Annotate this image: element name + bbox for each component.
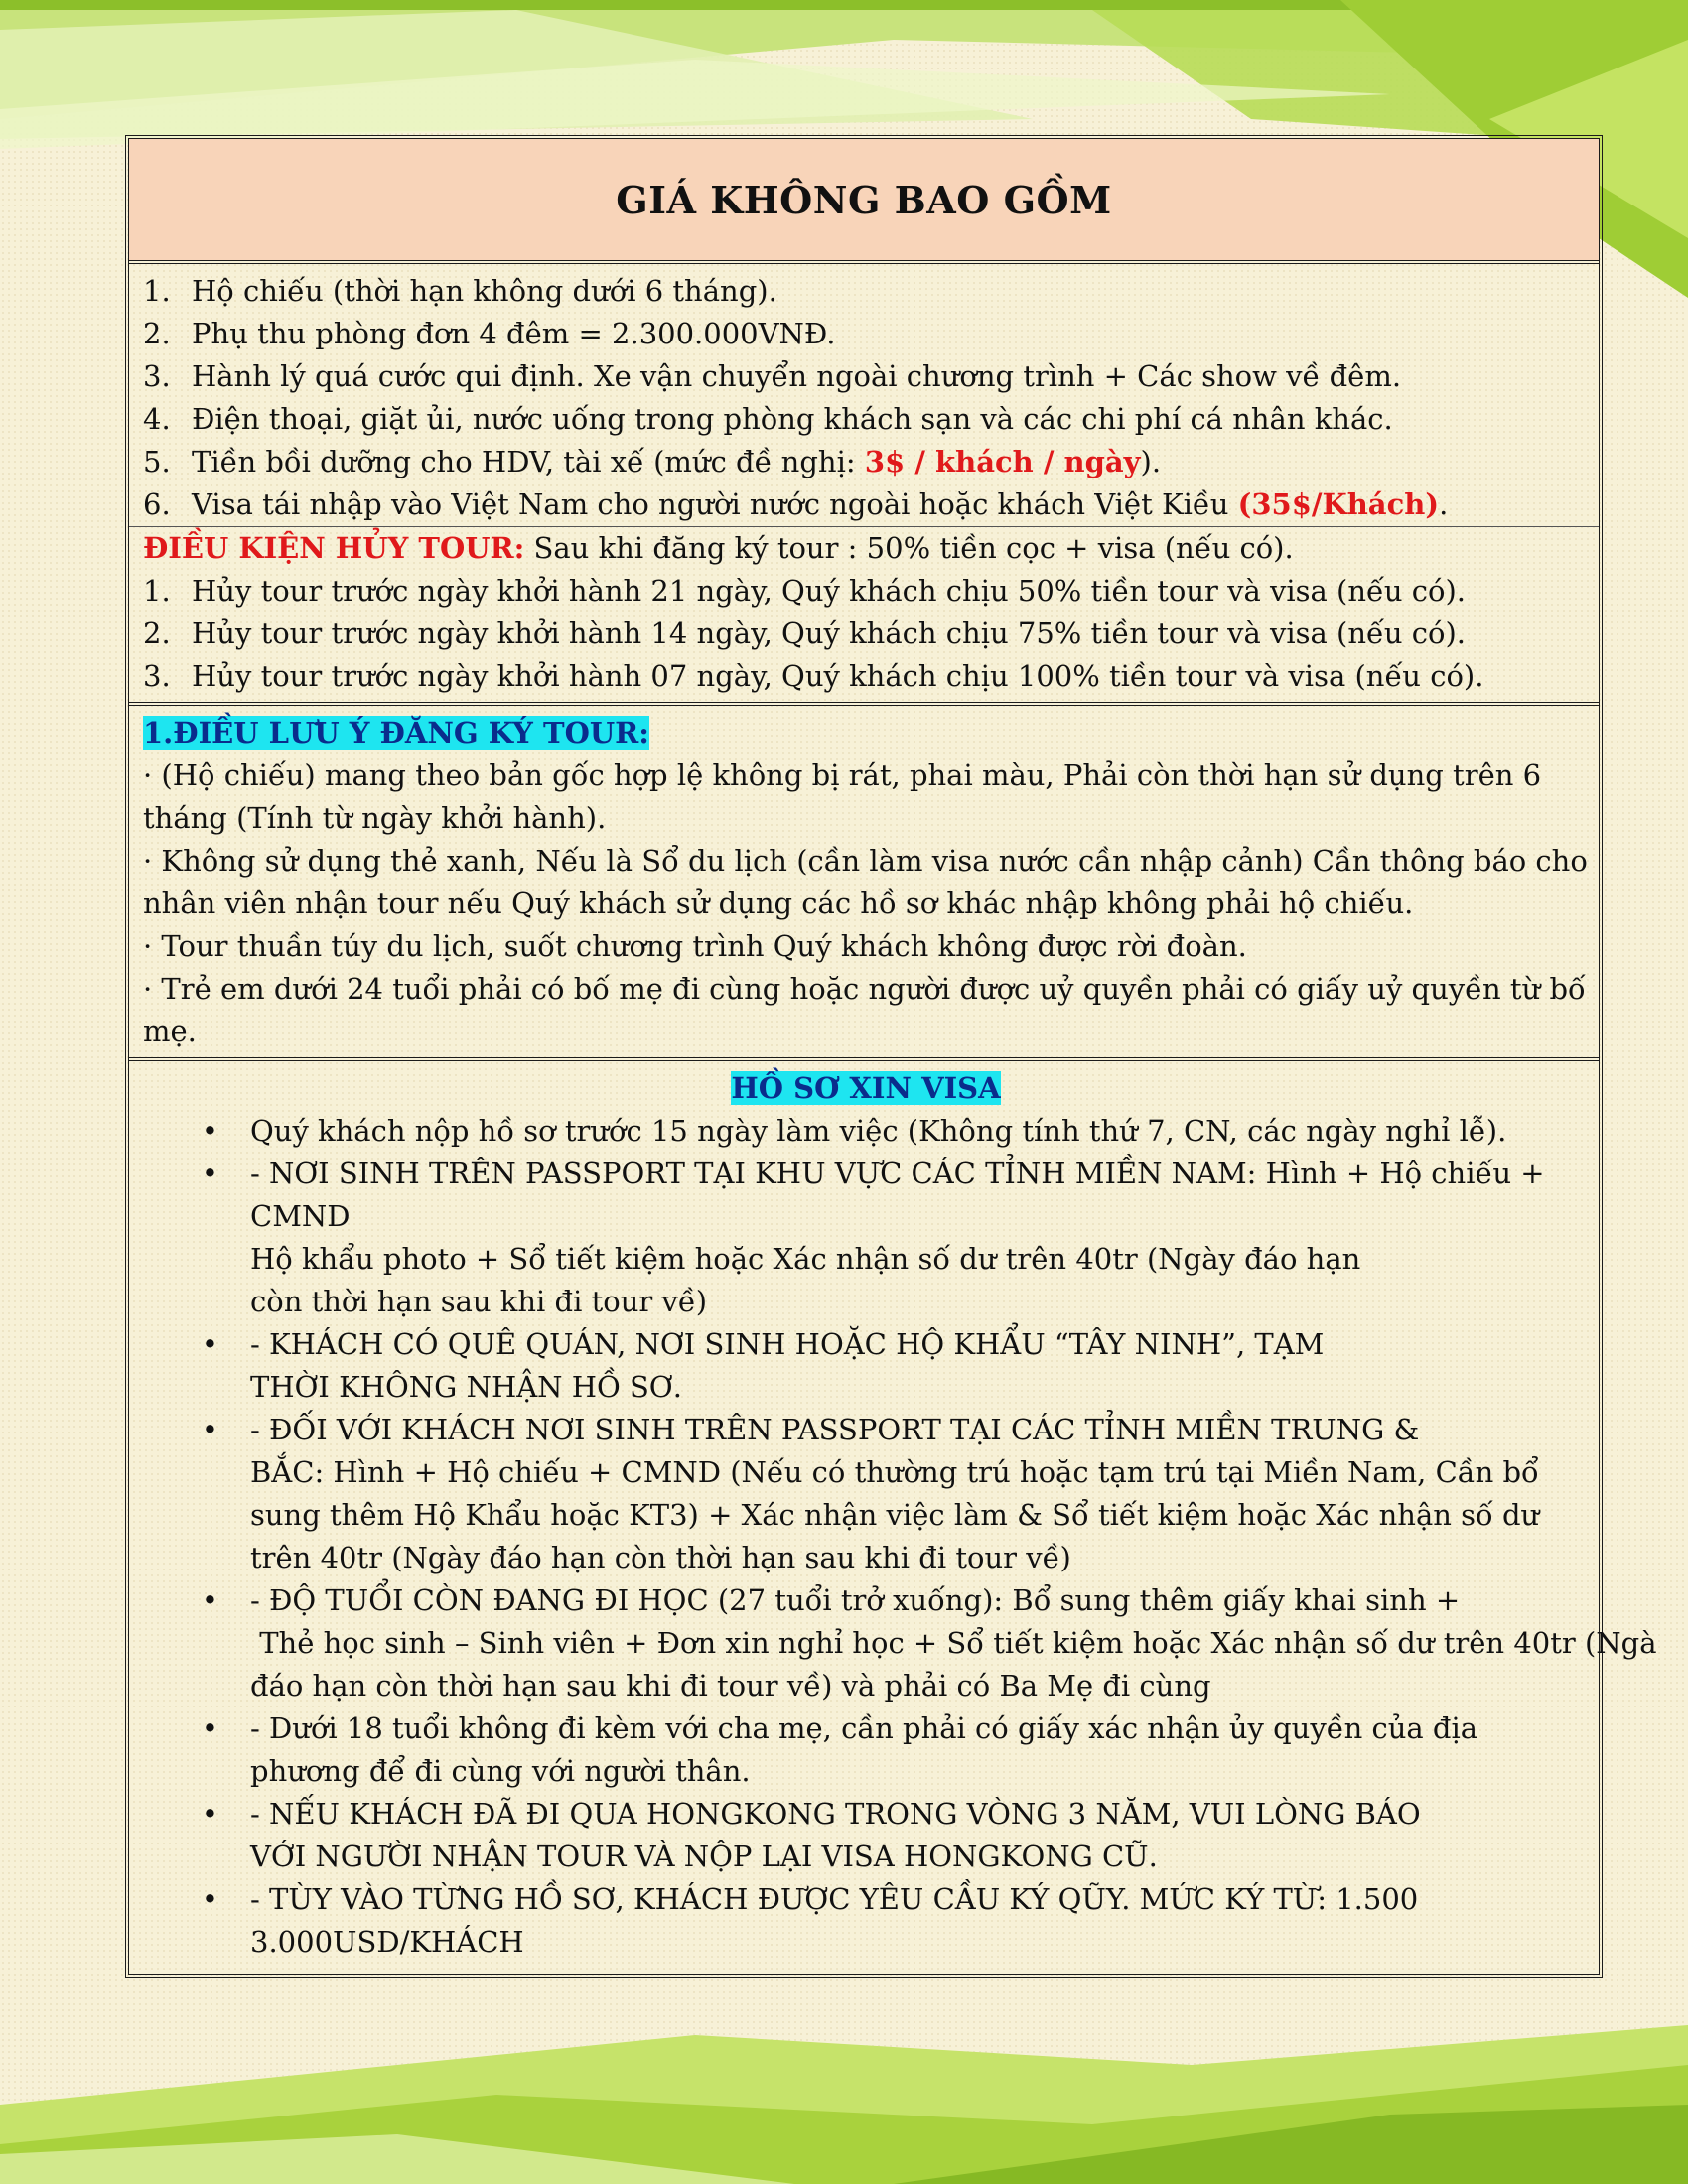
visa-fee: (35$/Khách) <box>1237 487 1440 521</box>
visa-list <box>143 1110 1657 1964</box>
note-item: · Trẻ em dưới 24 tuổi phải có bố mẹ đi cùng hoặc người được uỷ quyền phải có giấy uỷ quyền từ bố mẹ. <box>143 972 1586 1048</box>
notes-heading: 1.ĐIỀU LƯU Ý ĐĂNG KÝ TOUR: <box>143 716 649 750</box>
item-number: 1. <box>143 274 171 308</box>
item-line: - NƠI SINH TRÊN PASSPORT TẠI KHU VỰC CÁC TỈNH MIỀN NAM: Hình + Hộ chiếu + CMND <box>250 1157 1545 1233</box>
item-text: Điện thoại, giặt ủi, nước uống trong phòng khách sạn và các chi phí cá nhân khác. <box>192 402 1393 436</box>
bullet-icon: • <box>201 1583 218 1617</box>
list-item <box>143 1707 1589 1793</box>
item-line: Thẻ học sinh – Sinh viên + Đơn xin nghỉ học + Sổ tiết kiệm hoặc Xác nhận số dư trên 40tr (Ngà <box>250 1626 1657 1660</box>
list-item <box>143 270 1589 313</box>
item-text: Tiền bồi dưỡng cho HDV, tài xế (mức đề nghị: <box>192 445 865 478</box>
item-number: 4. <box>143 402 171 436</box>
item-line: Hộ khẩu photo + Sổ tiết kiệm hoặc Xác nhận số dư trên 40tr (Ngày đáo hạn <box>250 1242 1361 1276</box>
cancellation-intro <box>143 527 1589 570</box>
item-line: còn thời hạn sau khi đi tour về) <box>250 1285 708 1318</box>
item-line: BẮC: Hình + Hộ chiếu + CMND (Nếu có thường trú hoặc tạm trú tại Miền Nam, Cần bổ <box>250 1455 1539 1489</box>
bullet-icon: • <box>201 1797 218 1831</box>
bottom-decoration <box>0 1995 1688 2184</box>
item-text: Hộ chiếu (thời hạn không dưới 6 tháng). <box>192 274 777 308</box>
cancellation-list <box>143 570 1589 698</box>
item-text: Phụ thu phòng đơn 4 đêm = 2.300.000VNĐ. <box>192 317 836 350</box>
item-line: - NẾU KHÁCH ĐÃ ĐI QUA HONGKONG TRONG VÒNG 3 NĂM, VUI LÒNG BÁO <box>250 1797 1421 1831</box>
list-item <box>143 1323 1589 1409</box>
list-item <box>143 1110 1589 1153</box>
note-item: · Không sử dụng thẻ xanh, Nếu là Sổ du lịch (cần làm visa nước cần nhập cảnh) Cần thông báo cho nhân viên nhận tour nếu Quý khách sử dụng các hồ sơ khác nhập không phải hộ chiếu. <box>143 844 1588 920</box>
bullet-icon: • <box>201 1413 218 1446</box>
item-line: phương để đi cùng với người thân. <box>250 1754 751 1788</box>
tip-amount: 3$ / khách / ngày <box>864 445 1141 478</box>
list-item <box>143 1878 1589 1964</box>
item-text: Hành lý quá cước qui định. Xe vận chuyển ngoài chương trình + Các show về đêm. <box>192 359 1402 393</box>
notes-section <box>129 702 1599 1057</box>
item-line: 3.000USD/KHÁCH <box>250 1925 524 1959</box>
item-line: - ĐỘ TUỔI CÒN ĐANG ĐI HỌC (27 tuổi trở xuống): Bổ sung thêm giấy khai sinh + <box>250 1583 1461 1617</box>
item-text: Visa tái nhập vào Việt Nam cho người nước ngoài hoặc khách Việt Kiều <box>192 487 1238 521</box>
item-number: 6. <box>143 487 171 521</box>
list-item <box>143 1153 1589 1323</box>
bullet-icon: • <box>201 1114 218 1148</box>
visa-heading: HỒ SƠ XIN VISA <box>731 1071 1001 1105</box>
excluded-list <box>143 270 1589 526</box>
item-line: - Dưới 18 tuổi không đi kèm với cha mẹ, cần phải có giấy xác nhận ủy quyền của địa <box>250 1711 1478 1745</box>
item-text: Hủy tour trước ngày khởi hành 07 ngày, Quý khách chịu 100% tiền tour và visa (nếu có). <box>192 659 1484 693</box>
item-number: 3. <box>143 659 171 693</box>
list-item <box>143 570 1589 613</box>
item-number: 1. <box>143 574 171 608</box>
list-item <box>143 613 1589 655</box>
note-item: · Tour thuần túy du lịch, suốt chương trình Quý khách không được rời đoàn. <box>143 929 1247 963</box>
item-text: Hủy tour trước ngày khởi hành 21 ngày, Quý khách chịu 50% tiền tour và visa (nếu có). <box>192 574 1466 608</box>
item-line: - ĐỐI VỚI KHÁCH NƠI SINH TRÊN PASSPORT TẠI CÁC TỈNH MIỀN TRUNG & <box>250 1413 1420 1446</box>
cancellation-intro-text: Sau khi đăng ký tour : 50% tiền cọc + visa (nếu có). <box>524 531 1294 565</box>
list-item <box>143 1579 1657 1707</box>
list-item <box>143 313 1589 355</box>
cancellation-label: ĐIỀU KIỆN HỦY TOUR: <box>143 531 525 565</box>
item-number: 5. <box>143 445 171 478</box>
item-line: THỜI KHÔNG NHẬN HỒ SƠ. <box>250 1370 682 1404</box>
item-line: sung thêm Hộ Khẩu hoặc KT3) + Xác nhận việc làm & Sổ tiết kiệm hoặc Xác nhận số dư <box>250 1498 1540 1532</box>
visa-section <box>129 1057 1657 1974</box>
item-suffix: ). <box>1140 445 1162 478</box>
list-item <box>143 483 1589 526</box>
bullet-icon: • <box>201 1882 218 1916</box>
item-line: VỚI NGƯỜI NHẬN TOUR VÀ NỘP LẠI VISA HONGKONG CŨ. <box>250 1840 1158 1873</box>
item-line: đáo hạn còn thời hạn sau khi đi tour về) và phải có Ba Mẹ đi cùng <box>250 1669 1211 1703</box>
list-item <box>143 1409 1589 1579</box>
list-item <box>143 655 1589 698</box>
bullet-icon: • <box>201 1327 218 1361</box>
item-text: Quý khách nộp hồ sơ trước 15 ngày làm việc (Không tính thứ 7, CN, các ngày nghỉ lễ). <box>250 1114 1507 1148</box>
excluded-section <box>129 260 1599 702</box>
list-item <box>143 398 1589 441</box>
item-number: 3. <box>143 359 171 393</box>
bullet-icon: • <box>201 1157 218 1190</box>
list-item <box>143 441 1589 483</box>
page-title-bar <box>129 139 1599 260</box>
item-number: 2. <box>143 616 171 650</box>
page-title: GIÁ KHÔNG BAO GỒM <box>616 177 1112 222</box>
note-item: · (Hộ chiếu) mang theo bản gốc hợp lệ không bị rát, phai màu, Phải còn thời hạn sử dụng trên 6 tháng (Tính từ ngày khởi hành). <box>143 758 1542 835</box>
info-sheet <box>125 135 1657 1978</box>
item-line: - KHÁCH CÓ QUÊ QUÁN, NƠI SINH HOẶC HỘ KHẨU “TÂY NINH”, TẠM <box>250 1327 1325 1361</box>
item-line: trên 40tr (Ngày đáo hạn còn thời hạn sau khi đi tour về) <box>250 1541 1071 1574</box>
item-line: - TÙY VÀO TỪNG HỒ SƠ, KHÁCH ĐƯỢC YÊU CẦU KÝ QŨY. MỨC KÝ TỪ: 1.500 <box>250 1882 1419 1916</box>
item-text: Hủy tour trước ngày khởi hành 14 ngày, Quý khách chịu 75% tiền tour và visa (nếu có). <box>192 616 1466 650</box>
bullet-icon: • <box>201 1711 218 1745</box>
item-suffix: . <box>1439 487 1449 521</box>
item-number: 2. <box>143 317 171 350</box>
list-item <box>143 1793 1589 1878</box>
list-item <box>143 355 1589 398</box>
